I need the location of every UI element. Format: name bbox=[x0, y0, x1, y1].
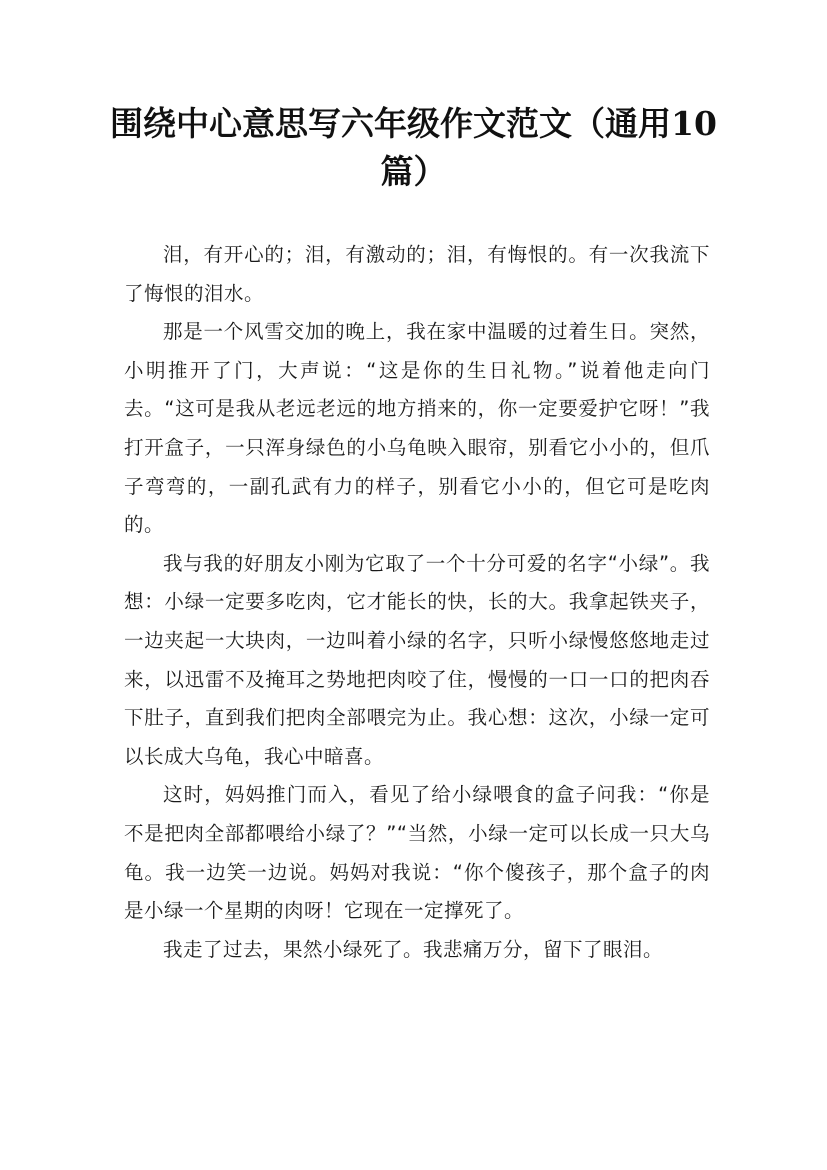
document-title: 围绕中心意思写六年级作文范文（通用10篇） bbox=[110, 104, 717, 191]
paragraph-5: 我走了过去，果然小绿死了。我悲痛万分，留下了眼泪。 bbox=[163, 937, 664, 961]
document-body bbox=[124, 236, 710, 969]
paragraph-1: 泪，有开心的；泪，有激动的；泪，有悔恨的。有一次我流下了悔恨的泪水。 bbox=[124, 243, 710, 305]
paragraph-4: 这时，妈妈推门而入，看见了给小绿喂食的盒子问我：“你是不是把肉全部都喂给小绿了？”“当然，小绿一定可以长成一只大乌龟。我一边笑一边说。妈妈对我说：“你个傻孩子，那个盒子的肉是小绿一个星期的肉呀！它现在一定撑死了。 bbox=[124, 783, 710, 923]
paragraph-2: 那是一个风雪交加的晚上，我在家中温暖的过着生日。突然，小明推开了门，大声说：“这是你的生日礼物。”说着他走向门去。“这可是我从老远老远的地方捎来的，你一定要爱护它呀！”我打开盒子，一只浑身绿色的小乌龟映入眼帘，别看它小小的，但爪子弯弯的，一副孔武有力的样子，别看它小小的，但它可是吃肉的。 bbox=[124, 320, 710, 537]
paragraph-3: 我与我的好朋友小刚为它取了一个十分可爱的名字“小绿”。我想：小绿一定要多吃肉，它才能长的快，长的大。我拿起铁夹子，一边夹起一大块肉，一边叫着小绿的名字，只听小绿慢悠悠地走过来，以迅雷不及掩耳之势地把肉咬了住，慢慢的一口一口的把肉吞下肚子，直到我们把肉全部喂完为止。我心想：这次，小绿一定可以长成大乌龟，我心中暗喜。 bbox=[124, 551, 710, 768]
